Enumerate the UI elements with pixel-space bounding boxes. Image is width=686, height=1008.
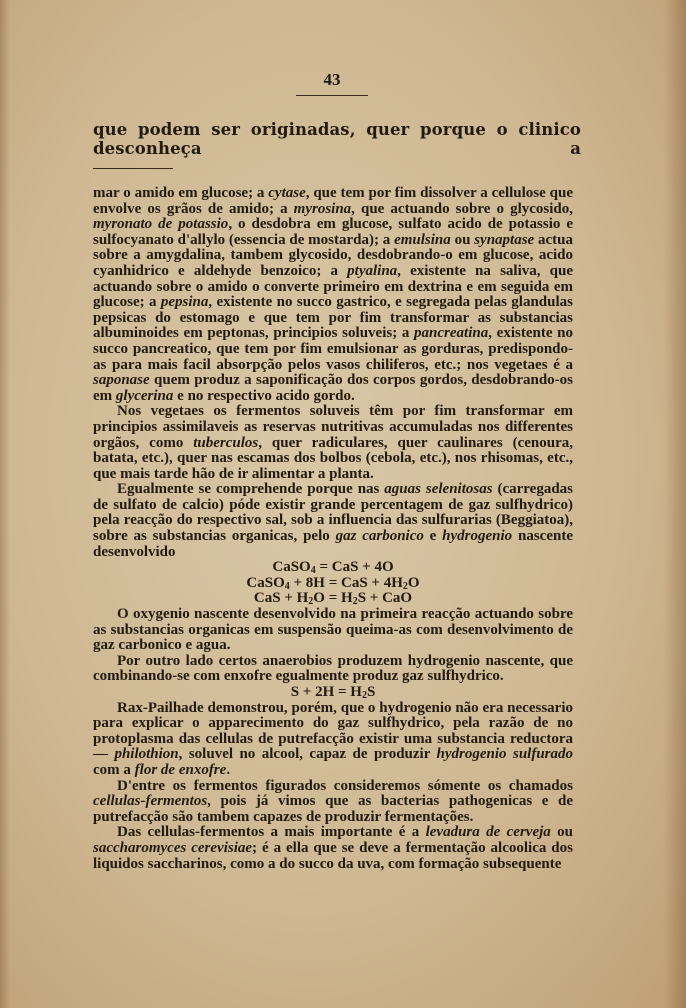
equation-3: CaS + $H_2O = H_2S$ + CaO (253, 590, 413, 608)
subscript: 4 (310, 565, 316, 577)
paragraph-nascent-oxygen: O oxygenio nascente desenvolvido na primeira reacção actuando sobre as substancias organicas em suspensão queima-as com desenvolvimento de gaz carbonico e agua. (93, 606, 573, 654)
italic-term: aguas selenitosas (384, 481, 493, 498)
subscript: 4 (284, 580, 290, 592)
paragraph-philothion: Rax-Pailhade demonstrou, porém, que o hydrogenio não era necessario para explicar o apparecimento do gaz sulfhydrico, pela razão de no protoplasma das cellulas de putrefacção existir uma substancia reductora — philothion, soluvel no alcool, capaz de produzir hydrogenio sulfurado com a flor de enxofre. (93, 699, 574, 778)
paragraph-selenitous-waters: Egualmente se comprehende porque nas aguas selenitosas (carregadas de sulfato de calcio) póde existir grande percentagem de gaz sulfhydrico) pela reacção do respectivo sal, sob a influencia das sulfurarias (Beggiatoa), sobre as substancias organicas, pelo gaz carbonico e hydrogenio nascente desenvolvido (93, 481, 573, 560)
subscript: 2 (352, 596, 358, 608)
carried-over-line: que podem ser originadas, quer porque o clinico desconheça a (93, 120, 581, 158)
subscript: 2 (402, 580, 408, 592)
paragraph-beer-yeast: Das cellulas-fermentos a mais importante é a levadura de cerveja ou saccharomyces cerevisiae; é a ella que se deve a fermentação alcoolica dos liquidos saccharinos, como a do succo da uva, com formação subsequente (93, 824, 573, 872)
italic-term: pepsina (160, 294, 209, 311)
equation-4: $S + 2H = H_2S$ (290, 684, 376, 701)
italic-term: pancreatina (414, 325, 489, 342)
paragraph-figured-ferments: D'entre os fermentos figurados consideremos sómente os chamados cellulas-fermentos, pois já vimos que as bacterias pathogenicas e de putrefacção são tambem capazes de produzir fermentações. (93, 777, 573, 825)
italic-term: hydrogenio sulfurado (436, 746, 574, 763)
italic-term: tuberculos (193, 434, 259, 451)
body-text (93, 186, 573, 872)
subscript: 2 (308, 596, 314, 608)
section-divider (93, 168, 173, 169)
italic-term: myronato de potassio (93, 216, 229, 233)
page-right-edge-shadow (664, 0, 686, 1008)
page-number-rule (296, 95, 368, 96)
equation-1: CaSO$_4$ = CaS + 4O (272, 559, 394, 577)
paragraph-anaerobes: Por outro lado certos anaerobios produzem hydrogenio nascente, que combinando-se com enxofre egualmente produz gaz sulfhydrico. (93, 652, 573, 685)
page-number: 43 (323, 70, 341, 89)
paragraph-enzymes: mar o amido em glucose; a cytase, que tem por fim dissolver a cellulose que envolve os grãos de amido; a myrosina, que actuando sobre o glycosido, myronato de potassio, o desdobra em glucose, sulfato acido de potassio e sulfocyanato d'allylo (essencia de mostarda); a emulsina ou synaptase actua sobre a amygdalina, tambem glycosido, desdobrando-o em glucose, acido cyanhidrico e aldehyde benzoico; a ptyalina, existente na saliva, que actuando sobre o amido o converte primeiro em dextrina e em seguida em glucose; a pepsina, existente no succo gastrico, e segregada pelas glandulas pepsicas do estomago e que tem por fim transformar as substancias albuminoides em peptonas, principios soluveis; a pancreatina, existente no succo pancreatico, que tem por fim emulsionar as gorduras, predispondo-as para mais facil absorpção pelos vasos chiliferos, etc.; nos vegetaes é a saponase quem produz a saponificação dos corpos gordos, desdobrando-os em glycerina e no respectivo acido gordo. (93, 185, 574, 404)
italic-term: philothion (114, 746, 179, 763)
italic-term: cytase (268, 185, 306, 201)
italic-term: myrosina (293, 200, 352, 217)
page-left-edge-shadow (0, 0, 10, 1008)
italic-term: glycerina (115, 387, 174, 404)
italic-term: flor de enxofre (134, 761, 227, 778)
subscript: 2 (361, 690, 367, 701)
italic-term: saccharomyces cerevisiae (93, 839, 253, 856)
italic-term: saponase (93, 372, 150, 389)
paragraph-vegetal-ferments: Nos vegetaes os fermentos soluveis têm por fim transformar em principios assimilaveis as reservas nutritivas accumuladas nos differentes orgãos, como tuberculos, quer radiculares, quer caulinares (cenoura, batata, etc.), quer nas escamas dos bolbos (cebola, etc.), nos rhisomas, etc., que mais tarde hão de ir alimentar a planta. (93, 403, 574, 482)
italic-term: hydrogenio (442, 528, 513, 545)
italic-term: cellulas-fermentos (93, 793, 208, 810)
italic-term: gaz carbonico (335, 528, 424, 545)
italic-term: emulsina (394, 231, 451, 248)
italic-term: synaptase (474, 231, 535, 248)
italic-term: levadura de cerveja (425, 824, 551, 841)
italic-term: ptyalina (347, 262, 398, 279)
equation-2: CaSO$_4$ + 8H = CaS + $4H_2O$ (246, 574, 420, 592)
